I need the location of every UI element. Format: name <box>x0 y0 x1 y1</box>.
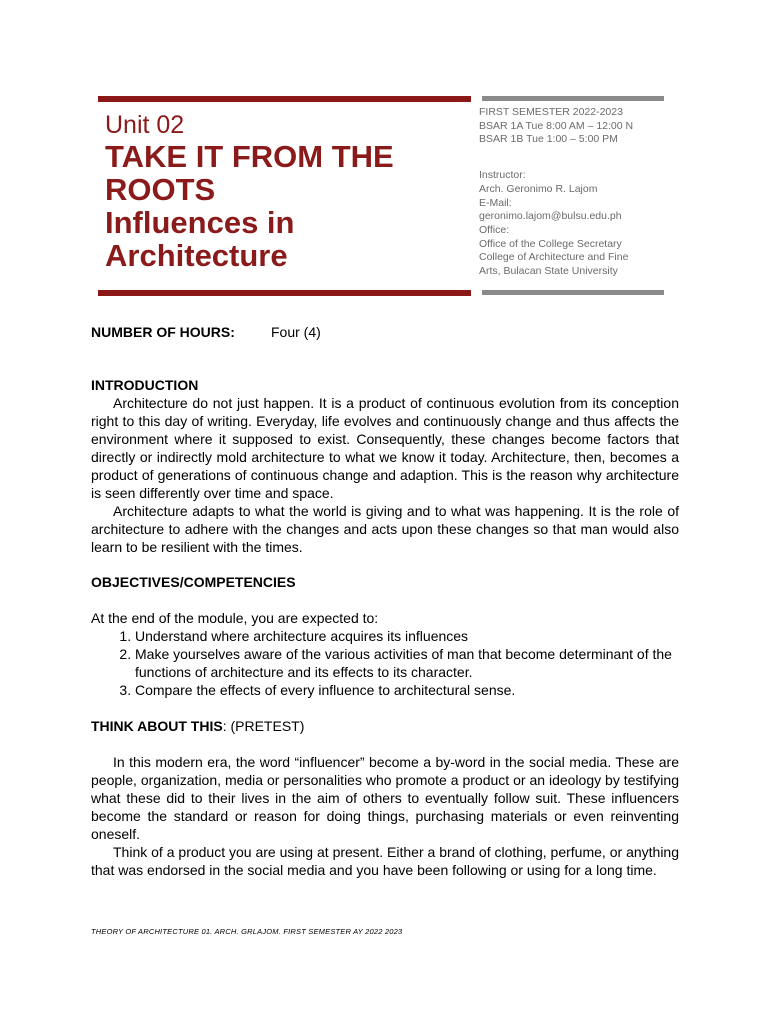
think-section <box>91 717 679 879</box>
title-top-rule <box>98 96 471 102</box>
title-line-3: Influences in <box>105 205 295 240</box>
think-heading-row <box>91 717 679 735</box>
title-line-4: Architecture <box>105 238 288 273</box>
semester-line: FIRST SEMESTER 2022-2023 <box>479 106 623 118</box>
instructor-label: Instructor: <box>479 169 526 182</box>
course-info-sidebar <box>479 106 679 279</box>
title-block <box>105 110 465 272</box>
think-paragraph-1: In this modern era, the word “influencer” become a by-word in the social media. These are people, organization, media or personalities who promote a product or an ideology by testifying what these did to their lives in the aim of others to eventually follow suit. These influencers become the standard or reason for doing things, purchasing materials or even reinventing oneself. <box>91 754 679 842</box>
objectives-list <box>91 627 679 699</box>
objectives-heading: OBJECTIVES/COMPETENCIES <box>91 574 296 590</box>
instructor-name: Arch. Geronimo R. Lajom <box>479 182 598 195</box>
think-heading-suffix: : (PRETEST) <box>222 718 305 734</box>
office-line-2: College of Architecture and Fine <box>479 251 629 264</box>
schedule-1a: BSAR 1A Tue 8:00 AM – 12:00 N <box>479 119 634 132</box>
unit-label: Unit 02 <box>105 111 185 139</box>
think-paragraph-2: Think of a product you are using at present. Either a brand of clothing, perfume, or anything that was endorsed in the social media and you have been following or using for a long time. <box>91 844 679 878</box>
hours-label: NUMBER OF HOURS: <box>91 324 235 340</box>
objectives-section <box>91 573 679 699</box>
sidebar-top-rule <box>482 96 664 101</box>
email-address: geronimo.lajom@bulsu.edu.ph <box>479 210 622 223</box>
objective-item: 2. Make yourselves aware of the various activities of man that become determinant of the functions of architecture and its effects to its character. <box>135 645 679 681</box>
intro-paragraph-1: Architecture do not just happen. It is a product of continuous evolution from its conception right to this day of writing. Everyday, life evolves and continuously change and thus affects the environment where it supposed to exist. Consequently, these changes become factors that directly or indirectly mold architecture to what we know it today. Architecture, then, becomes a product of generations of continuous change and adaption. This is the reason why architecture is seen differently over time and space. <box>91 395 679 501</box>
email-label: E-Mail: <box>479 196 512 209</box>
think-heading: THINK ABOUT THIS <box>91 718 223 734</box>
schedule-1b: BSAR 1B Tue 1:00 – 5:00 PM <box>479 133 618 146</box>
title-line-1: TAKE IT FROM THE <box>105 139 394 174</box>
office-line-1: Office of the College Secretary <box>479 237 622 250</box>
introduction-heading: INTRODUCTION <box>91 377 199 393</box>
title-bottom-rule <box>98 290 471 296</box>
sidebar-bottom-rule <box>482 290 664 295</box>
intro-paragraph-2: Architecture adapts to what the world is giving and to what was happening. It is the role of architecture to adhere with the changes and acts upon these changes so that man would also learn to be resilient with the times. <box>91 503 679 555</box>
title-line-2: ROOTS <box>105 172 216 207</box>
introduction-section <box>91 376 679 556</box>
objectives-intro: At the end of the module, you are expected to: <box>91 610 379 626</box>
page-footer: THEORY OF ARCHITECTURE 01. ARCH. GRLAJOM. FIRST SEMESTER AY 2022 2023 <box>91 927 403 936</box>
office-line-3: Arts, Bulacan State University <box>479 265 618 278</box>
objective-item: 3. Compare the effects of every influence to architectural sense. <box>135 681 679 699</box>
hours-row <box>91 324 321 340</box>
office-label: Office: <box>479 223 510 236</box>
objective-item: 1. Understand where architecture acquires its influences <box>135 627 679 645</box>
hours-value: Four (4) <box>271 324 321 340</box>
